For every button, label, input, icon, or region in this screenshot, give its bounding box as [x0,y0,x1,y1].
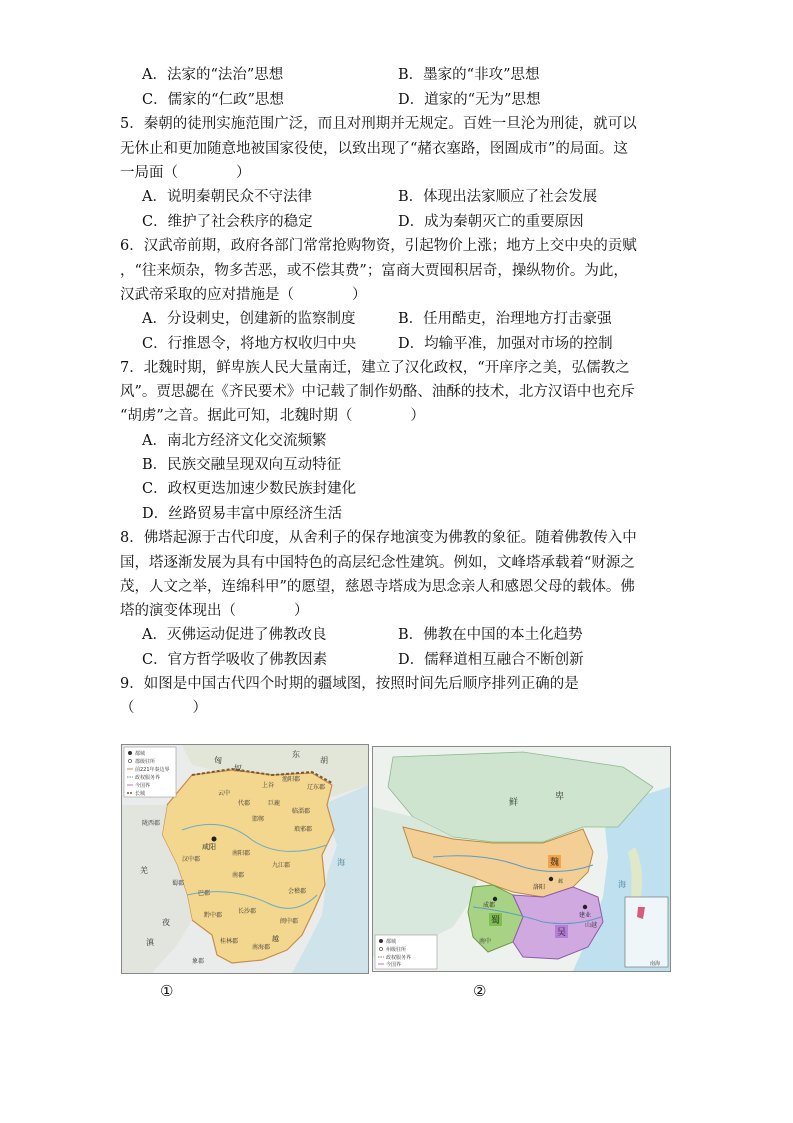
q6-stem-line-2: ，“往来烦杂，物多苦恶，或不偿其费”；富商大贾囤积居奇，操纵物价。为此， [120,263,628,279]
map2-legend-prefecture: 州级驻所 [386,947,407,953]
q7-stem-line-1: 7．北魏时期，鲜卑族人民大量南迁，建立了汉化政权，“开庠序之美，弘儒教之 [120,360,630,376]
svg-text:蜀: 蜀 [491,916,501,926]
svg-text:代郡: 代郡 [238,800,251,807]
svg-text:会稽郡: 会稽郡 [288,888,307,895]
svg-text:渔阳郡: 渔阳郡 [282,776,301,783]
q8-option-a: A．灭佛运动促进了佛教改良 [142,627,327,643]
q6-option-d: D．均输平准，加强对市场的控制 [398,336,613,352]
svg-text:海: 海 [337,858,345,867]
svg-text:汉中郡: 汉中郡 [182,856,201,863]
svg-text:九江郡: 九江郡 [272,862,291,869]
svg-text:鲜: 鲜 [509,798,519,808]
svg-text:陇西郡: 陇西郡 [142,820,161,827]
map-three-kingdoms-territory [372,746,671,972]
q7-option-c: C．政权更迭加速少数民族封建化 [142,481,357,497]
q5-option-d: D．成为秦朝灭亡的重要原因 [398,214,584,230]
map2-legend-capital: 都城 [386,939,397,945]
q5-stem-line-1: 5．秦朝的徒刑实施范围广泛，而且对刑期并无规定。百姓一旦沦为刑徒，就可以 [120,116,637,132]
q5-option-b: B．体现出法家顺应了社会发展 [398,189,598,205]
svg-text:建业: 建业 [579,912,592,919]
map1-caption: ① [160,982,174,1000]
svg-text:卑: 卑 [555,792,565,802]
q5-stem-line-2: 无休止和更加随意地被国家役使，以致出现了“赭衣塞路，囹圄成市”的局面。这 [120,141,628,157]
svg-text:海: 海 [618,880,626,889]
svg-text:魏: 魏 [550,858,560,868]
svg-text:南阳郡: 南阳郡 [232,850,251,857]
q6-stem-line-1: 6．汉武帝前期，政府各部门常常抢购物资，引起物价上涨；地方上交中央的贡赋 [120,238,637,254]
svg-text:胡: 胡 [320,756,328,765]
map-qin-territory [121,744,369,974]
svg-text:邺: 邺 [558,879,564,885]
svg-text:巴郡: 巴郡 [198,890,211,897]
q7-option-b: B．民族交融呈现双向互动特征 [142,457,342,473]
svg-text:象郡: 象郡 [192,958,205,965]
q7-stem-line-3: “胡虏”之音。据此可知，北魏时期（ ） [120,408,425,424]
q8-option-c: C．官方哲学吸收了佛教因素 [142,652,328,668]
svg-text:越: 越 [272,935,279,943]
svg-text:山越: 山越 [585,922,598,929]
svg-text:滇: 滇 [146,938,154,947]
q6-option-c: C．行推恩令，将地方权收归中央 [142,336,357,352]
q8-stem-line-3: 茂，人文之举，连绵科甲”的愿望，慈恩寺塔成为思念亲人和感恩父母的载体。佛 [120,579,635,595]
q4-option-c: C．儒家的“仁政”思想 [142,92,284,108]
svg-text:南中: 南中 [479,938,492,945]
map1-legend-commandery: 郡级驻所 [135,759,156,765]
svg-text:奴: 奴 [234,764,242,773]
svg-text:黔中郡: 黔中郡 [204,912,223,919]
svg-text:桂林郡: 桂林郡 [220,938,239,945]
svg-text:成都: 成都 [483,902,496,909]
svg-text:临淄郡: 临淄郡 [292,808,311,815]
q8-option-b: B．佛教在中国的本土化趋势 [398,627,583,643]
map2-caption: ② [473,982,487,1000]
svg-text:吴: 吴 [557,928,567,938]
q5-option-c: C．维护了社会秩序的稳定 [142,214,313,230]
svg-text:云中: 云中 [218,790,231,797]
svg-text:夜: 夜 [162,918,170,927]
map1-legend-great-wall: 长城 [135,791,146,797]
svg-text:匈: 匈 [214,756,222,765]
svg-text:咸阳: 咸阳 [202,843,216,851]
q4-option-b: B．墨家的“非攻”思想 [398,67,540,83]
q8-stem-line-1: 8．佛塔起源于古代印度，从舍利子的保存地演变为佛教的象征。随着佛教传入中 [120,530,637,546]
svg-text:琅邪郡: 琅邪郡 [294,826,313,833]
q6-option-a: A．分设刺史，创建新的监察制度 [142,311,356,327]
svg-text:南海: 南海 [650,961,661,967]
q9-stem-line-2: （ ） [120,700,207,716]
q7-stem-line-2: 风”。贾思勰在《齐民要术》中记载了制作奶酪、油酥的技术，北方汉语中也充斥 [120,384,635,400]
svg-text:闽中郡: 闽中郡 [280,918,299,925]
svg-text:南郡: 南郡 [232,872,245,879]
map2-legend-modern-border: 今国界 [386,962,402,968]
svg-text:东: 东 [292,750,300,759]
svg-text:巨鹿: 巨鹿 [268,800,281,807]
svg-text:上谷: 上谷 [262,782,275,789]
q7-option-d: D．丝路贸易丰富中原经济生活 [142,506,343,522]
q5-option-a: A．说明秦朝民众不守法律 [142,189,312,205]
q7-option-a: A．南北方经济文化交流频繁 [142,433,327,449]
q6-stem-line-3: 汉武帝采取的应对措施是（ ） [120,287,367,303]
q8-option-d: D．儒释道相互融合不断创新 [398,652,584,668]
q4-option-d: D．道家的“无为”思想 [398,92,541,108]
svg-text:长沙郡: 长沙郡 [238,908,257,915]
map1-legend-modern-border: 今国界 [135,783,151,789]
map1-legend-regime: 政权服务界 [135,775,161,781]
map1-legend-qin-border: 前221年秦边界 [135,767,170,773]
svg-text:蜀郡: 蜀郡 [172,880,185,887]
q5-stem-line-3: 一局面（ ） [120,165,251,181]
q8-stem-line-2: 国，塔逐渐发展为具有中国特色的高层纪念性建筑。例如，文峰塔承载着“财源之 [120,555,635,571]
q4-option-a: A．法家的“法治”思想 [142,67,284,83]
svg-text:羌: 羌 [140,866,148,875]
q8-stem-line-4: 塔的演变体现出（ ） [120,603,309,619]
svg-text:辽东郡: 辽东郡 [307,784,326,791]
svg-text:邯郸: 邯郸 [252,816,265,823]
svg-text:南海郡: 南海郡 [252,944,271,951]
q9-stem-line-1: 9．如图是中国古代四个时期的疆域图，按照时间先后顺序排列正确的是 [120,676,579,692]
q6-option-b: B．任用酷吏，治理地方打击豪强 [398,311,612,327]
map1-legend-capital: 都城 [135,751,146,757]
map2-legend-regime: 政权服务界 [386,955,412,961]
svg-text:洛阳: 洛阳 [533,884,546,891]
